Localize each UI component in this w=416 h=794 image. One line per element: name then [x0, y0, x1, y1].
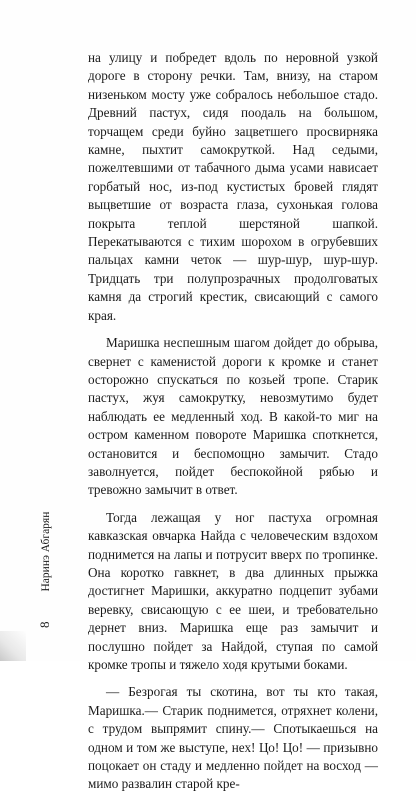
body-text	[88, 49, 378, 794]
paragraph-2: Маришка неспешным шагом дойдет до обрыва, свернет с каменистой дороги к кромке и станет осторожно спускаться по козьей тропе. Старик пастух, жуя самокрутку, невозмутимо будет наблюдать ее медленный ход. В какой-то миг на остром каменном повороте Маришка споткнется, остановится и беспомощно замычит. Стадо заволнуется, пойдет беспокойной рябью и тревожно замычит в ответ.	[88, 335, 378, 498]
running-head	[37, 512, 53, 628]
page-number: 8	[37, 621, 52, 628]
paragraph-1: на улицу и побредет вдоль по неровной узкой дороге в сторону речки. Там, внизу, на старом низеньком мосту уже собралось небольшое стадо. Древний пастух, сидя поодаль на большом, торчащем среди буйно зацветшего просвирняка камне, пыхтит самокруткой. Над седыми, пожелтевшими от табачного дыма усами нависает горбатый нос, из-под кустистых бровей глядят выцветшие от возраста глаза, сухонькая голова покрыта теплой шерстяной шапкой. Перекатываются с тихим шорохом в огрубевших пальцах камни четок — шур-шур, шур-шур. Тридцать три полупрозрачных продолговатых камня да строгий крестик, свисающий с самого края.	[88, 50, 378, 323]
page-curl-shadow	[0, 631, 26, 661]
author-name: Наринэ Абгарян	[40, 511, 52, 592]
paragraph-3: Тогда лежащая у ног пастуха огромная кавказская овчарка Найда с человеческим вздохом поднимется на лапы и потрусит вверх по тропинке. Она коротко гавкнет, в два длинных прыжка достигнет Маришки, аккуратно подцепит зубами веревку, свисающую с ее шеи, и требовательно дернет вниз. Маришка еще раз замычит и послушно пойдет за Найдой, ступая по самой кромке тропы и тяжело ходя крутыми боками.	[88, 509, 378, 672]
paragraph-4: — Безрогая ты скотина, вот ты кто такая, Маришка.— Старик поднимется, отряхнет колени, с трудом выпрямит спину.— Спотыкаешься на одном и том же выступе, нех! Цо! Цо! — призывно поцокает он стаду и медленно пойдет на восход — мимо развалин старой кре-	[88, 684, 378, 792]
